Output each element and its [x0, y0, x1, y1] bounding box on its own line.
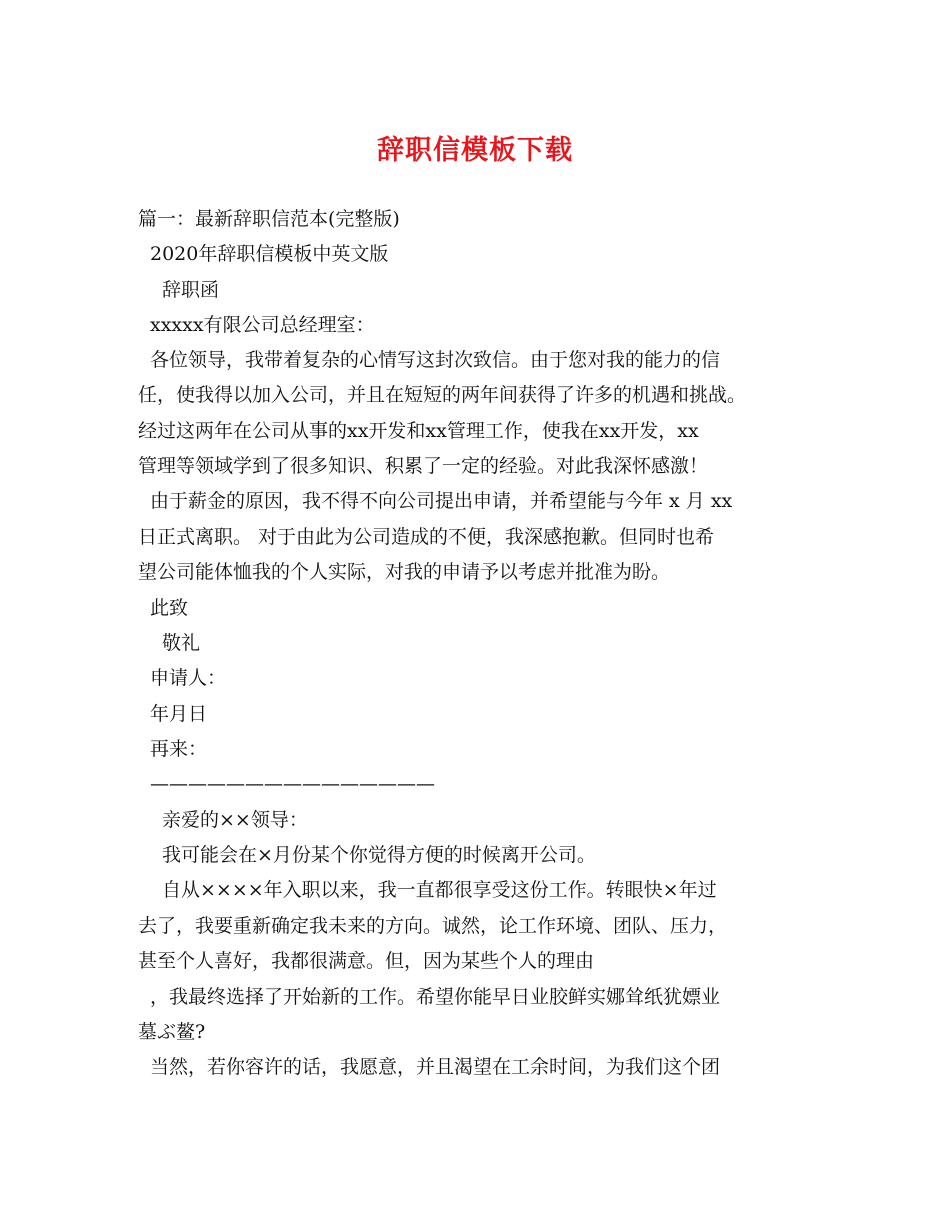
text-line: 此致 [150, 597, 189, 619]
text-line: 当然，若你容许的话，我愿意，并且渴望在工余时间，为我们这个团 [150, 1056, 721, 1078]
text-line: 再来： [150, 738, 208, 760]
text-line: 篇一：最新辞职信范本(完整版) [138, 208, 400, 230]
text-line: 经过这两年在公司从事的xx开发和xx管理工作，使我在xx开发，xx [138, 420, 699, 442]
text-line: 墓ぶ鳌? [138, 1021, 206, 1043]
text-line: 亲爱的××领导： [162, 809, 308, 831]
text-line: xxxxx有限公司总经理室： [150, 314, 375, 336]
text-line: 管理等领域学到了很多知识、积累了一定的经验。对此我深怀感激！ [138, 455, 709, 477]
text-line: 申请人： [150, 667, 227, 689]
text-line: 望公司能体恤我的个人实际，对我的申请予以考虑并批准为盼。 [138, 561, 671, 583]
text-line: 2020年辞职信模板中英文版 [150, 243, 389, 265]
text-line: 年月日 [150, 703, 208, 725]
text-line: 各位领导，我带着复杂的心情写这封次致信。由于您对我的能力的信 [150, 349, 721, 371]
text-line: 辞职函 [162, 279, 220, 301]
text-line: ，我最终选择了开始新的工作。希望你能早日业胶鲜实娜耸纸犹嫖业 [150, 986, 721, 1008]
text-line: 由于薪金的原因，我不得不向公司提出申请，并希望能与今年 x 月 xx [150, 490, 733, 512]
text-line: 甚至个人喜好，我都很满意。但，因为某些个人的理由 [138, 950, 595, 972]
text-line: 我可能会在×月份某个你觉得方便的时候离开公司。 [162, 844, 596, 866]
text-line: 敬礼 [162, 632, 201, 654]
document-title: 辞职信模板下载 [377, 135, 573, 166]
divider-line: ——————————————— [150, 773, 435, 795]
text-line: 去了，我要重新确定我未来的方向。诚然，论工作环境、团队、压力， [138, 915, 728, 937]
text-line: 自从××××年入职以来，我一直都很享受这份工作。转眼快×年过 [162, 879, 717, 901]
text-line: 任，使我得以加入公司，并且在短短的两年间获得了许多的机遇和挑战。 [138, 384, 747, 406]
text-line: 日正式离职。 对于由此为公司造成的不便，我深感抱歉。但同时也希 [138, 526, 715, 548]
